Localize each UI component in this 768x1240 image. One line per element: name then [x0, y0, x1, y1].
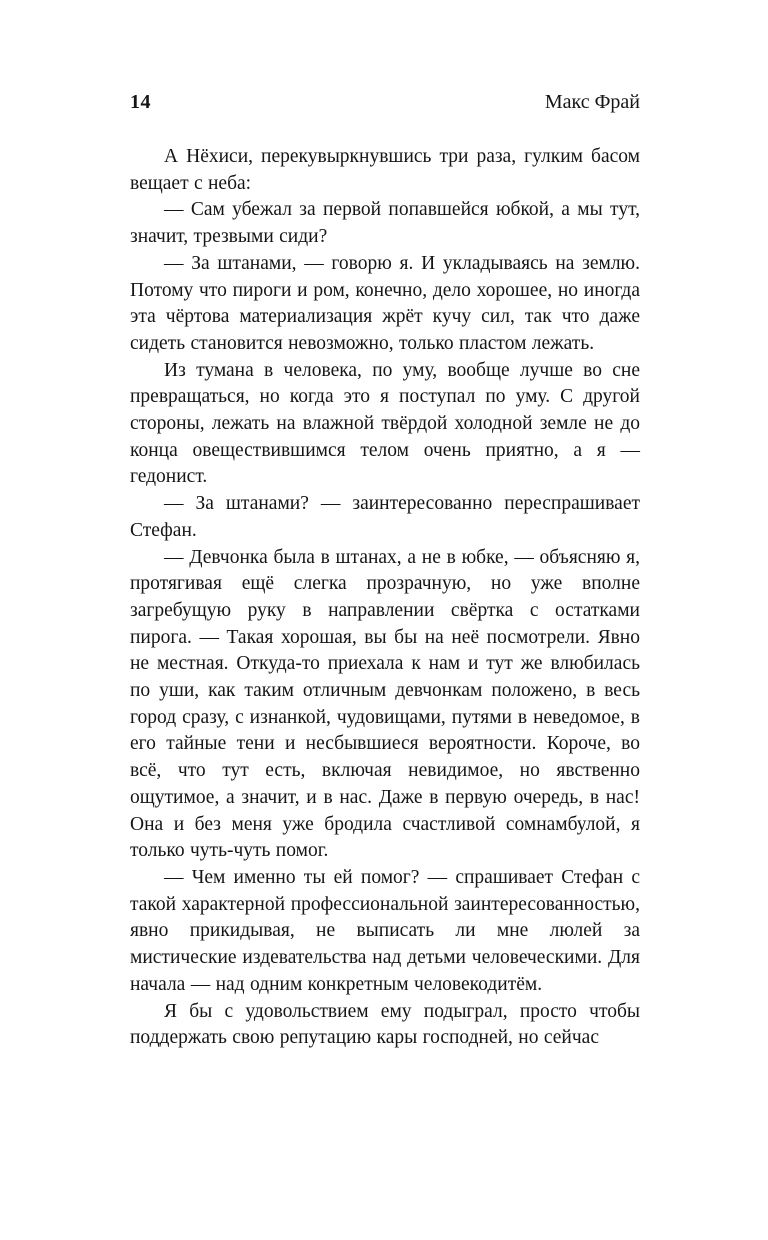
- paragraph: — За штанами? — заинтересованно переспрашивает Стефан.: [130, 493, 640, 541]
- paragraph: А Нёхиси, перекувыркнувшись три раза, гулким басом вещает с неба:: [130, 146, 640, 194]
- body-text: [130, 144, 640, 1052]
- paragraph: Из тумана в человека, по уму, вообще лучше во сне превращаться, но когда это я поступал по уму. С другой стороны, лежать на влажной твёрдой холодной земле не до конца овеществившимся телом очень приятно, а я — гедонист.: [130, 359, 640, 488]
- paragraph: — Девчонка была в штанах, а не в юбке, — объясняю я, протягивая ещё слегка прозрачную, но уже вполне загребущую руку в направлении свёртка с остатками пирога. — Такая хорошая, вы бы на неё посмотрели. Явно не местная. Откуда-то приехала к нам и тут же влюбилась по уши, как таким отличным девчонкам положено, в весь город сразу, с изнанкой, чудовищами, путями в неведомое, в его тайные тени и несбывшиеся вероятности. Короче, во всё, что тут есть, включая невидимое, но явственно ощутимое, а значит, и в нас. Даже в первую очередь, в нас! Она и без меня уже бродила счастливой сомнамбулой, я только чуть-чуть помог.: [130, 546, 640, 862]
- paragraph: — Сам убежал за первой попавшейся юбкой, а мы тут, значит, трезвыми сиди?: [130, 199, 640, 248]
- paragraph: Я бы с удовольствием ему подыграл, просто чтобы поддержать свою репутацию кары господней, но сейчас: [130, 1000, 640, 1049]
- paragraph: — За штанами, — говорю я. И укладываясь на землю. Потому что пироги и ром, конечно, дело хорошее, но иногда эта чёртова материализация жрёт кучу сил, так что даже сидеть становится невозможно, только пластом лежать.: [130, 252, 640, 354]
- page-number: 14: [130, 91, 151, 113]
- running-header: [130, 92, 640, 112]
- paragraph: — Чем именно ты ей помог? — спрашивает Стефан с такой характерной профессиональной заинтересованностью, явно прикидывая, не выписать ли мне люлей за мистические издевательства над детьми человеческими. Для начала — над одним конкретным человекодитём.: [130, 866, 640, 995]
- author-name: Макс Фрай: [544, 91, 640, 113]
